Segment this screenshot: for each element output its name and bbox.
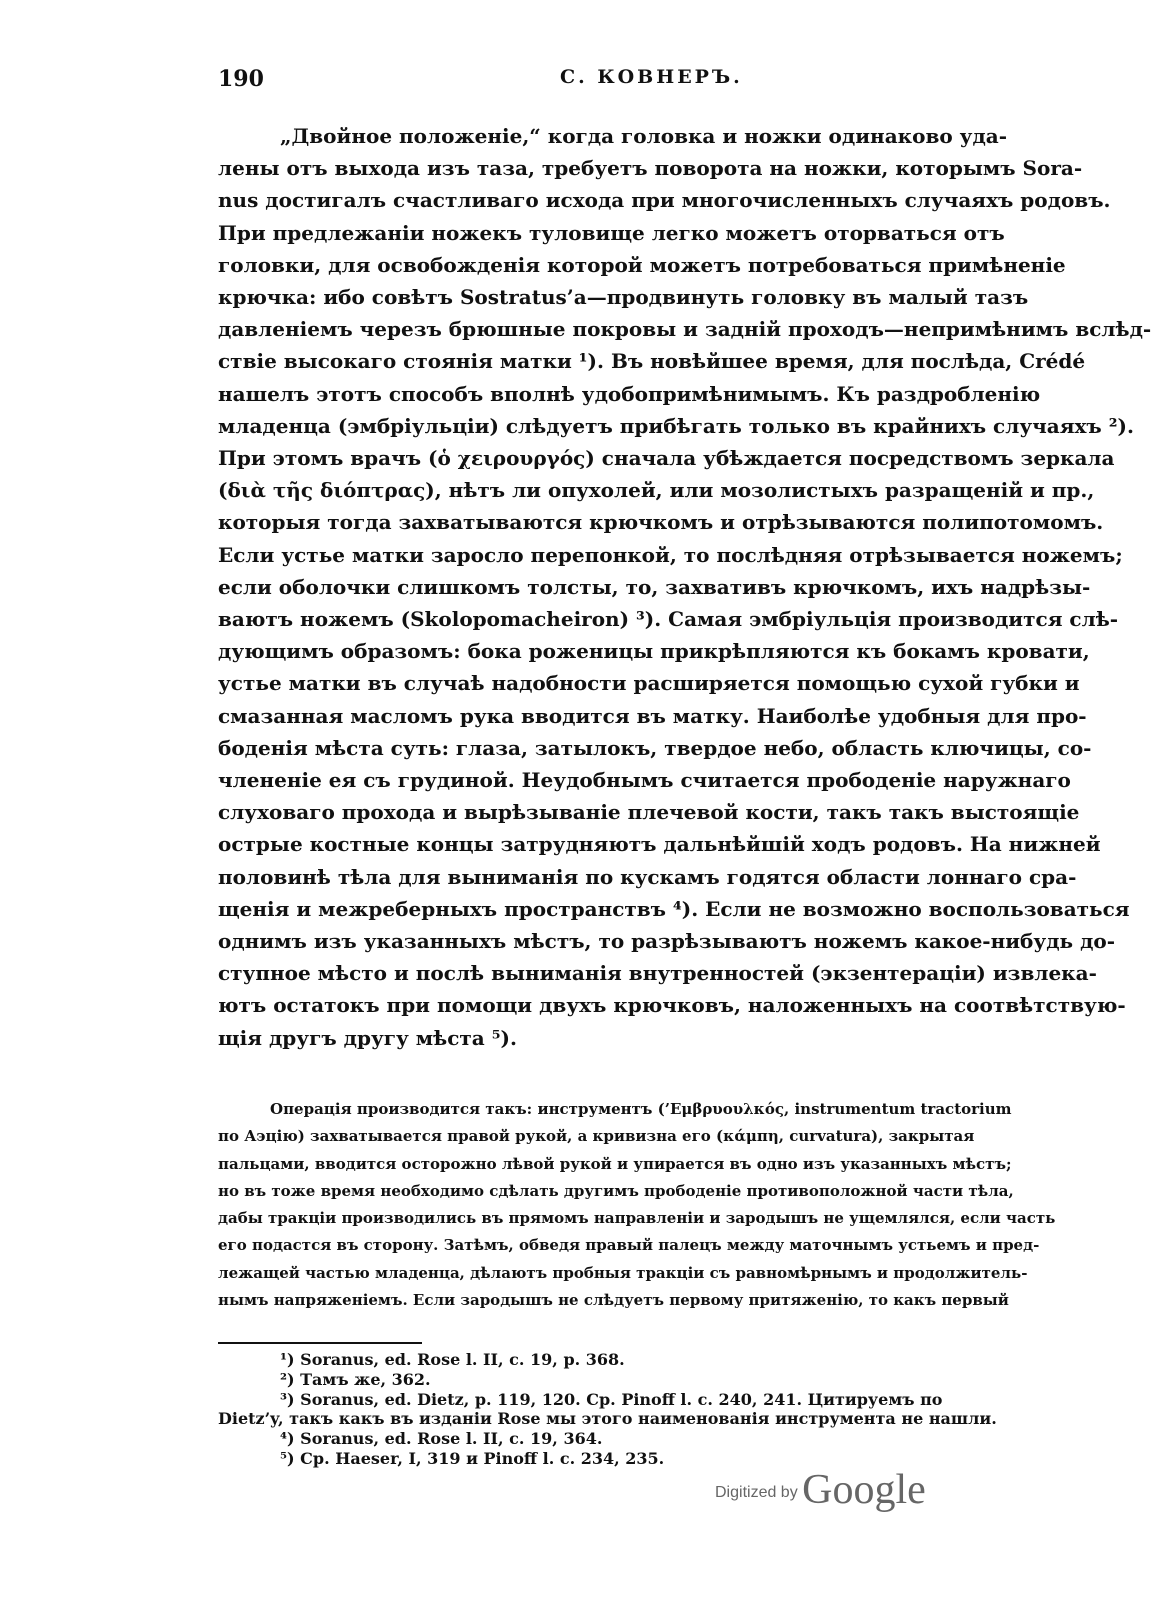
main-line: боденія мѣста суть: глаза, затылокъ, твердое небо, область ключицы, со- xyxy=(218,735,1092,760)
main-line: которыя тогда захватываются крючкомъ и отрѣзываются полипотомомъ. xyxy=(218,510,1104,535)
small-line: дабы тракціи производились въ прямомъ направленіи и зародышъ не ущемлялся, если часть xyxy=(218,1209,1056,1228)
footnote-line: ¹) Soranus, ed. Rose l. II, c. 19, p. 368. xyxy=(280,1350,625,1369)
small-line: по Аэцію) захватывается правой рукой, а кривизна его (κάμπη, curvatura), закрытая xyxy=(218,1127,975,1146)
main-line: При предлежаніи ножекъ туловище легко можетъ оторваться отъ xyxy=(218,220,1005,245)
main-text xyxy=(218,120,1151,1054)
small-line: нымъ напряженіемъ. Если зародышъ не слѣдуетъ первому притяженію, то какъ первый xyxy=(218,1291,1009,1310)
main-line: устье матки въ случаѣ надобности расширяется помощью сухой губки и xyxy=(218,671,1080,696)
main-line: ваютъ ножемъ (Skolopomacheiron) ³). Самая эмбріульція производится слѣ- xyxy=(218,607,1119,632)
digitized-watermark xyxy=(715,1466,926,1514)
main-line: При этомъ врачъ (ὁ χειρουργός) сначала убѣждается посредствомъ зеркала xyxy=(218,446,1115,471)
running-head: С. КОВНЕРЪ. xyxy=(560,66,743,88)
main-line: дующимъ образомъ: бока роженицы прикрѣпляются къ бокамъ кровати, xyxy=(218,639,1090,664)
footnote-line: ²) Тамъ же, 362. xyxy=(280,1369,431,1389)
main-line: если оболочки слишкомъ толсты, то, захвативъ крючкомъ, ихъ надрѣзы- xyxy=(218,574,1091,599)
main-line: острые костные концы затрудняютъ дальнѣйшій ходъ родовъ. На нижней xyxy=(218,832,1101,857)
main-line: смазанная масломъ рука вводится въ матку. Наиболѣе удобныя для про- xyxy=(218,703,1087,728)
small-line: Операція производится такъ: инструментъ (’Εμβρυουλκός, instrumentum tractorium xyxy=(270,1100,1012,1118)
small-line: лежащей частью младенца, дѣлаютъ пробныя тракціи съ равномѣрнымъ и продолжитель- xyxy=(218,1263,1028,1282)
main-line: щія другъ другу мѣста ⁵). xyxy=(218,1025,517,1050)
page-number: 190 xyxy=(218,66,264,92)
footnote-line: Dietz’y, такъ какъ въ изданіи Rose мы этого наименованія инструмента не нашли. xyxy=(218,1409,997,1429)
footnote-divider xyxy=(218,1342,422,1344)
main-line: nus достигалъ счастливаго исхода при многочисленныхъ случаяхъ родовъ. xyxy=(218,188,1111,213)
main-line: давленіемъ черезъ брюшные покровы и задній проходъ—непримѣнимъ вслѣд- xyxy=(218,317,1151,342)
main-line: половинѣ тѣла для выниманія по кускамъ годятся области лоннаго сра- xyxy=(218,864,1077,889)
main-line: головки, для освобожденія которой можетъ потребоваться примѣненіе xyxy=(218,252,1066,277)
main-line: ютъ остатокъ при помощи двухъ крючковъ, наложенныхъ на соотвѣтствую- xyxy=(218,993,1126,1018)
main-line: однимъ изъ указанныхъ мѣстъ, то разрѣзываютъ ножемъ какое-нибудь до- xyxy=(218,929,1116,954)
small-line: но въ тоже время необходимо сдѣлать другимъ прободеніе противоположной части тѣла, xyxy=(218,1181,1014,1200)
main-line: Если устье матки заросло перепонкой, то послѣдняя отрѣзывается ножемъ; xyxy=(218,542,1123,567)
main-line: ствіе высокаго стоянія матки ¹). Въ новѣйшее время, для послѣда, Crédé xyxy=(218,349,1086,374)
main-line: крючка: ибо совѣтъ Sostratus’a—продвинуть головку въ малый тазъ xyxy=(218,285,1029,310)
footnote-line: ⁴) Soranus, ed. Rose l. II, c. 19, 364. xyxy=(280,1429,603,1449)
main-line: щенія и межреберныхъ пространствъ ⁴). Если не возможно воспользоваться xyxy=(218,896,1130,921)
main-line: „Двойное положеніе,“ когда головка и ножки одинаково уда- xyxy=(280,124,1008,148)
watermark-prefix: Digitized by xyxy=(715,1484,798,1501)
main-line: ступное мѣсто и послѣ выниманія внутренностей (экзентераціи) извлека- xyxy=(218,961,1097,986)
small-print-paragraph xyxy=(218,1096,1056,1314)
main-line: младенца (эмбріульціи) слѣдуетъ прибѣгать только въ крайнихъ случаяхъ ²). xyxy=(218,413,1134,438)
main-line: слуховаго прохода и вырѣзываніе плечевой кости, такъ такъ выстоящіе xyxy=(218,800,1080,825)
footnote-line: ⁵) Cp. Haeser, I, 319 и Pinoff l. c. 234, 235. xyxy=(280,1448,665,1468)
footnote-line: ³) Soranus, ed. Dietz, p. 119, 120. Cp. Pinoff l. c. 240, 241. Цитируемъ по xyxy=(280,1389,943,1409)
main-line: лены отъ выхода изъ таза, требуетъ поворота на ножки, которымъ Sora- xyxy=(218,156,1083,181)
main-line: (διὰ τῆς διόπτρας), нѣтъ ли опухолей, или мозолистыхъ разращеній и пр., xyxy=(218,478,1095,503)
google-logo: Google xyxy=(802,1467,926,1513)
small-line: пальцами, вводится осторожно лѣвой рукой и упирается въ одно изъ указанныхъ мѣстъ; xyxy=(218,1154,1012,1173)
main-line: нашелъ этотъ способъ вполнѣ удобопримѣнимымъ. Къ раздробленію xyxy=(218,381,1041,406)
footnotes xyxy=(218,1350,1050,1469)
main-line: члененіе ея съ грудиной. Неудобнымъ считается прободеніе наружнаго xyxy=(218,768,1071,793)
small-line: его подастся въ сторону. Затѣмъ, обведя правый палецъ между маточнымъ устьемъ и пред- xyxy=(218,1236,1040,1255)
